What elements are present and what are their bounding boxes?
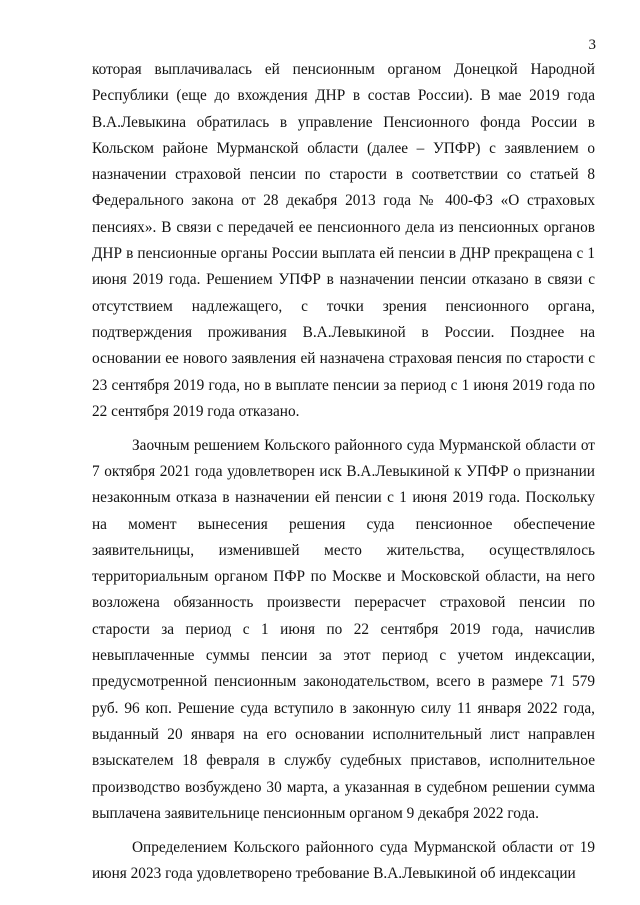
document-body: [92, 57, 595, 887]
page-number: 3: [588, 37, 596, 53]
paragraph: которая выплачивалась ей пенсионным органом Донецкой Народной Республики (еще до вхождения ДНР в состав России). В мае 2019 года В.А.Левыкина обратилась в управление Пенсионного фонда России в Кольском районе Мурманской области (далее – УПФР) с заявлением о назначении страховой пенсии по старости в соответствии со статьей 8 Федерального закона от 28 декабря 2013 года № 400-ФЗ «О страховых пенсиях». В связи с передачей ее пенсионного дела из пенсионных органов ДНР в пенсионные органы России выплата ей пенсии в ДНР прекращена с 1 июня 2019 года. Решением УПФР в назначении пенсии отказано в связи с отсутствием надлежащего, с точки зрения пенсионного органа, подтверждения проживания В.А.Левыкиной в России. Позднее на основании ее нового заявления ей назначена страховая пенсия по старости с 23 сентября 2019 года, но в выплате пенсии за период с 1 июня 2019 года по 22 сентября 2019 года отказано.: [92, 61, 595, 420]
paragraph: Определением Кольского районного суда Мурманской области от 19 июня 2023 года удовлетворено требование В.А.Левыкиной об индексации: [92, 838, 595, 882]
paragraph: Заочным решением Кольского районного суда Мурманской области от 7 октября 2021 года удовлетворен иск В.А.Левыкиной к УПФР о признании незаконным отказа в назначении ей пенсии с 1 июня 2019 года. Поскольку на момент вынесения решения суда пенсионное обеспечение заявительницы, изменившей место жительства, осуществлялось территориальным органом ПФР по Москве и Московской области, на него возложена обязанность произвести перерасчет страховой пенсии по старости за период с 1 июня по 22 сентября 2019 года, начислив невыплаченные суммы пенсии за этот период с учетом индексации, предусмотренной пенсионным законодательством, всего в размере 71 579 руб. 96 коп. Решение суда вступило в законную силу 11 января 2022 года, выданный 20 января на его основании исполнительный лист направлен взыскателем 18 февраля в службу судебных приставов, исполнительное производство возбуждено 30 марта, а указанная в судебном решении сумма выплачена заявительнице пенсионным органом 9 декабря 2022 года.: [92, 436, 595, 822]
